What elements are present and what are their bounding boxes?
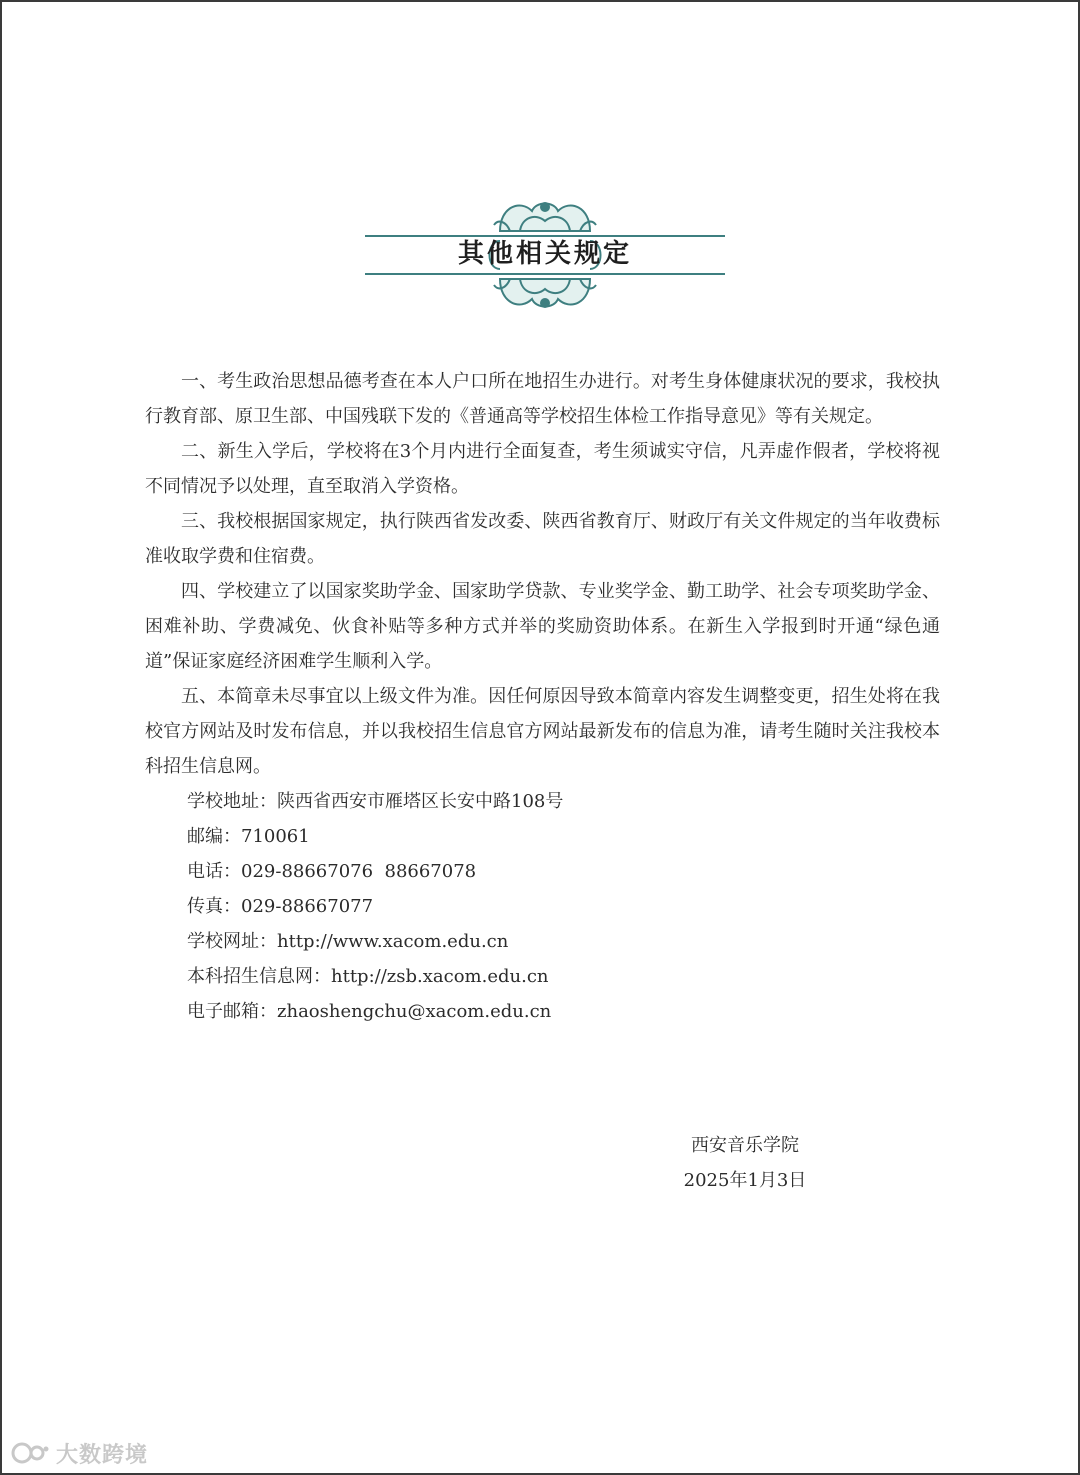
signoff-date: 2025年1月3日 xyxy=(683,1170,807,1191)
signoff xyxy=(665,1128,825,1198)
watermark xyxy=(10,1437,148,1469)
paragraph-2: 二、新生入学后，学校将在3个月内进行全面复查，考生须诚实守信，凡弄虚作假者，学校将视不同情况予以处理，直至取消入学资格。 xyxy=(145,441,940,497)
contact-fax: 传真：029-88667077 xyxy=(187,896,374,917)
paragraph-5: 五、本简章未尽事宜以上级文件为准。因任何原因导致本简章内容发生调整变更，招生处将在我校官方网站及时发布信息，并以我校招生信息官方网站最新发布的信息为准，请考生随时关注我校本科招生信息网。 xyxy=(145,686,940,777)
paragraph-3: 三、我校根据国家规定，执行陕西省发改委、陕西省教育厅、财政厅有关文件规定的当年收费标准收取学费和住宿费。 xyxy=(145,511,940,567)
paragraph-1: 一、考生政治思想品德考查在本人户口所在地招生办进行。对考生身体健康状况的要求，我校执行教育部、原卫生部、中国残联下发的《普通高等学校招生体检工作指导意见》等有关规定。 xyxy=(145,371,940,427)
page-title: 其他相关规定 xyxy=(457,239,632,269)
body-text xyxy=(145,364,940,1029)
paragraph-4: 四、学校建立了以国家奖助学金、国家助学贷款、专业奖学金、勤工助学、社会专项奖助学金、困难补助、学费减免、伙食补贴等多种方式并举的奖励资助体系。在新生入学报到时开通“绿色通道”保证家庭经济困难学生顺利入学。 xyxy=(145,581,940,672)
contact-email: 电子邮箱：zhaoshengchu@xacom.edu.cn xyxy=(187,1001,552,1022)
contact-address: 学校地址：陕西省西安市雁塔区长安中路108号 xyxy=(187,791,564,812)
contact-postcode: 邮编：710061 xyxy=(187,826,310,847)
contact-website: 学校网址：http://www.xacom.edu.cn xyxy=(187,931,509,952)
signoff-institution: 西安音乐学院 xyxy=(691,1135,799,1156)
contact-phone: 电话：029-88667076 88667078 xyxy=(187,861,477,882)
watermark-text: 大数跨境 xyxy=(56,1442,149,1468)
watermark-logo-icon xyxy=(10,1439,50,1467)
contact-admissions-site: 本科招生信息网：http://zsb.xacom.edu.cn xyxy=(187,966,549,987)
